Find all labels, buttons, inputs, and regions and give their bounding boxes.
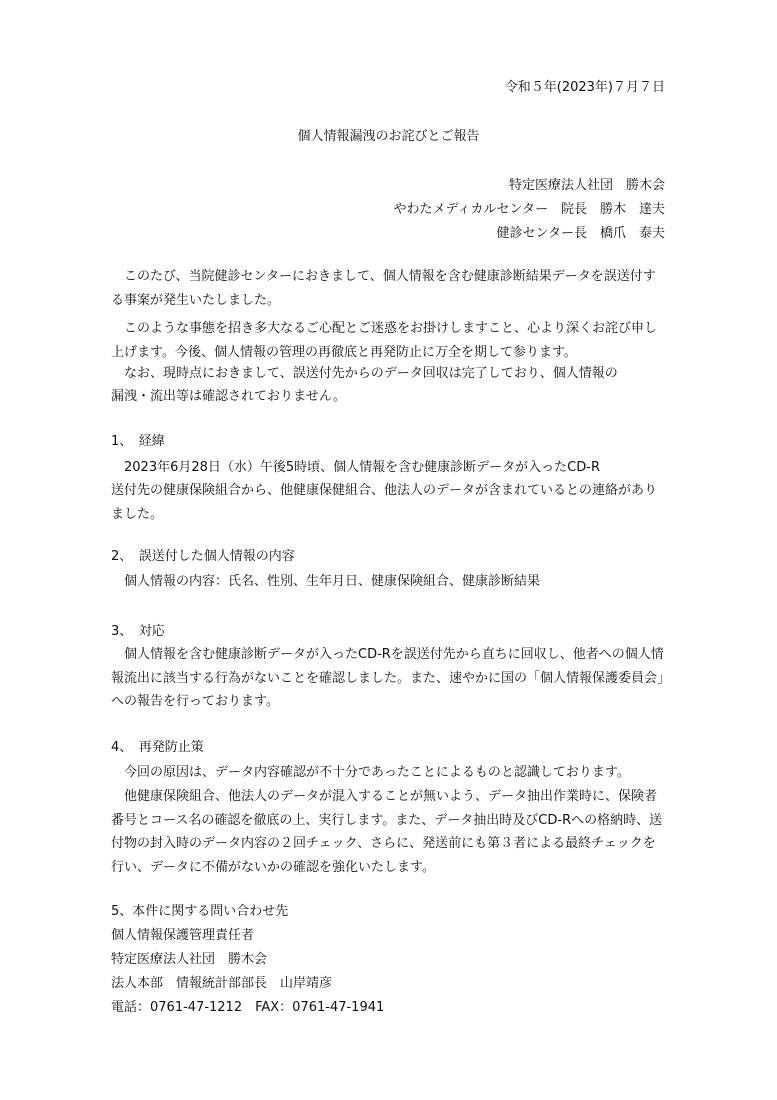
intro-paragraph-4: 漏洩・流出等は確認されておりません。: [111, 389, 346, 404]
sender-director: やわたメディカルセンター 院長 勝木 達夫: [393, 202, 665, 217]
section-heading-response: 3、 対応: [111, 624, 165, 639]
intro-paragraph-3: なお、現時点におきまして、誤送付先からのデータ回収は完了しており、個人情報の: [124, 366, 618, 381]
section-prevention-text-2: 他健康保険組合、他法人のデータが混入することが無いよう、データ抽出作業時に、保険者番号とコース名の確認を徹底の上、実行します。また、データ抽出時及びCD-Rへの格納時、送付物の封入時のデータ内容の２回チェック、さらに、発送前にも第３者による最終チェックを行い、データに不備がないかの確認を強化いたします。: [111, 789, 663, 875]
section-response-text: 個人情報を含む健康診断データが入ったCD-Rを誤送付先から直ちに回収し、他者への個人情報流出に該当する行為がないことを確認しました。また、速やかに国の「個人情報保護委員会」への報告を行っております。: [111, 647, 664, 709]
contact-person: 法人本部 情報統計部部長 山岸靖彦: [111, 976, 333, 991]
section-heading-content: 2、 誤送付した個人情報の内容: [111, 549, 295, 564]
letter-date: 令和５年(2023年)７月７日: [504, 80, 665, 95]
section-heading-history: 1、 経緯: [111, 434, 165, 449]
section-content-text: 個人情報の内容：氏名、性別、生年月日、健康保険組合、健康診断結果: [124, 574, 541, 589]
section-heading-prevention: 4、 再発防止策: [111, 740, 204, 755]
contact-phone-fax: 電話：0761-47-1212 FAX：0761-47-1941: [111, 1000, 385, 1015]
letter-title: 個人情報漏洩のお詫びとご報告: [297, 129, 480, 144]
sender-organization: 特定医療法人社団 勝木会: [508, 178, 665, 193]
contact-organization: 特定医療法人社団 勝木会: [111, 952, 268, 967]
intro-paragraph-1: このたび、当院健診センターにおきまして、個人情報を含む健康診断結果データを誤送付する事案が発生いたしました。: [111, 269, 656, 308]
contact-heading: 5、本件に関する問い合わせ先: [111, 904, 289, 919]
section-prevention-text-1: 今回の原因は、データ内容確認が不十分であったことによるものと認識しております。: [124, 765, 630, 780]
section-history-text-1: 2023年6月28日（水）午後5時頃、個人情報を含む健康診断データが入ったCD-R: [124, 460, 600, 475]
contact-responsible-title: 個人情報保護管理責任者: [111, 928, 255, 943]
intro-paragraph-2: このような事態を招き多大なるご心配とご迷惑をお掛けしますこと、心より深くお詫び申し上げます。今後、個人情報の管理の再徹底と再発防止に万全を期して参ります。: [111, 321, 658, 360]
sender-center-head: 健診センター長 橋爪 泰夫: [496, 226, 665, 241]
section-history-text-2: 送付先の健康保険組合から、他健康保健組合、他法人のデータが含まれているとの連絡がありました。: [111, 483, 658, 522]
